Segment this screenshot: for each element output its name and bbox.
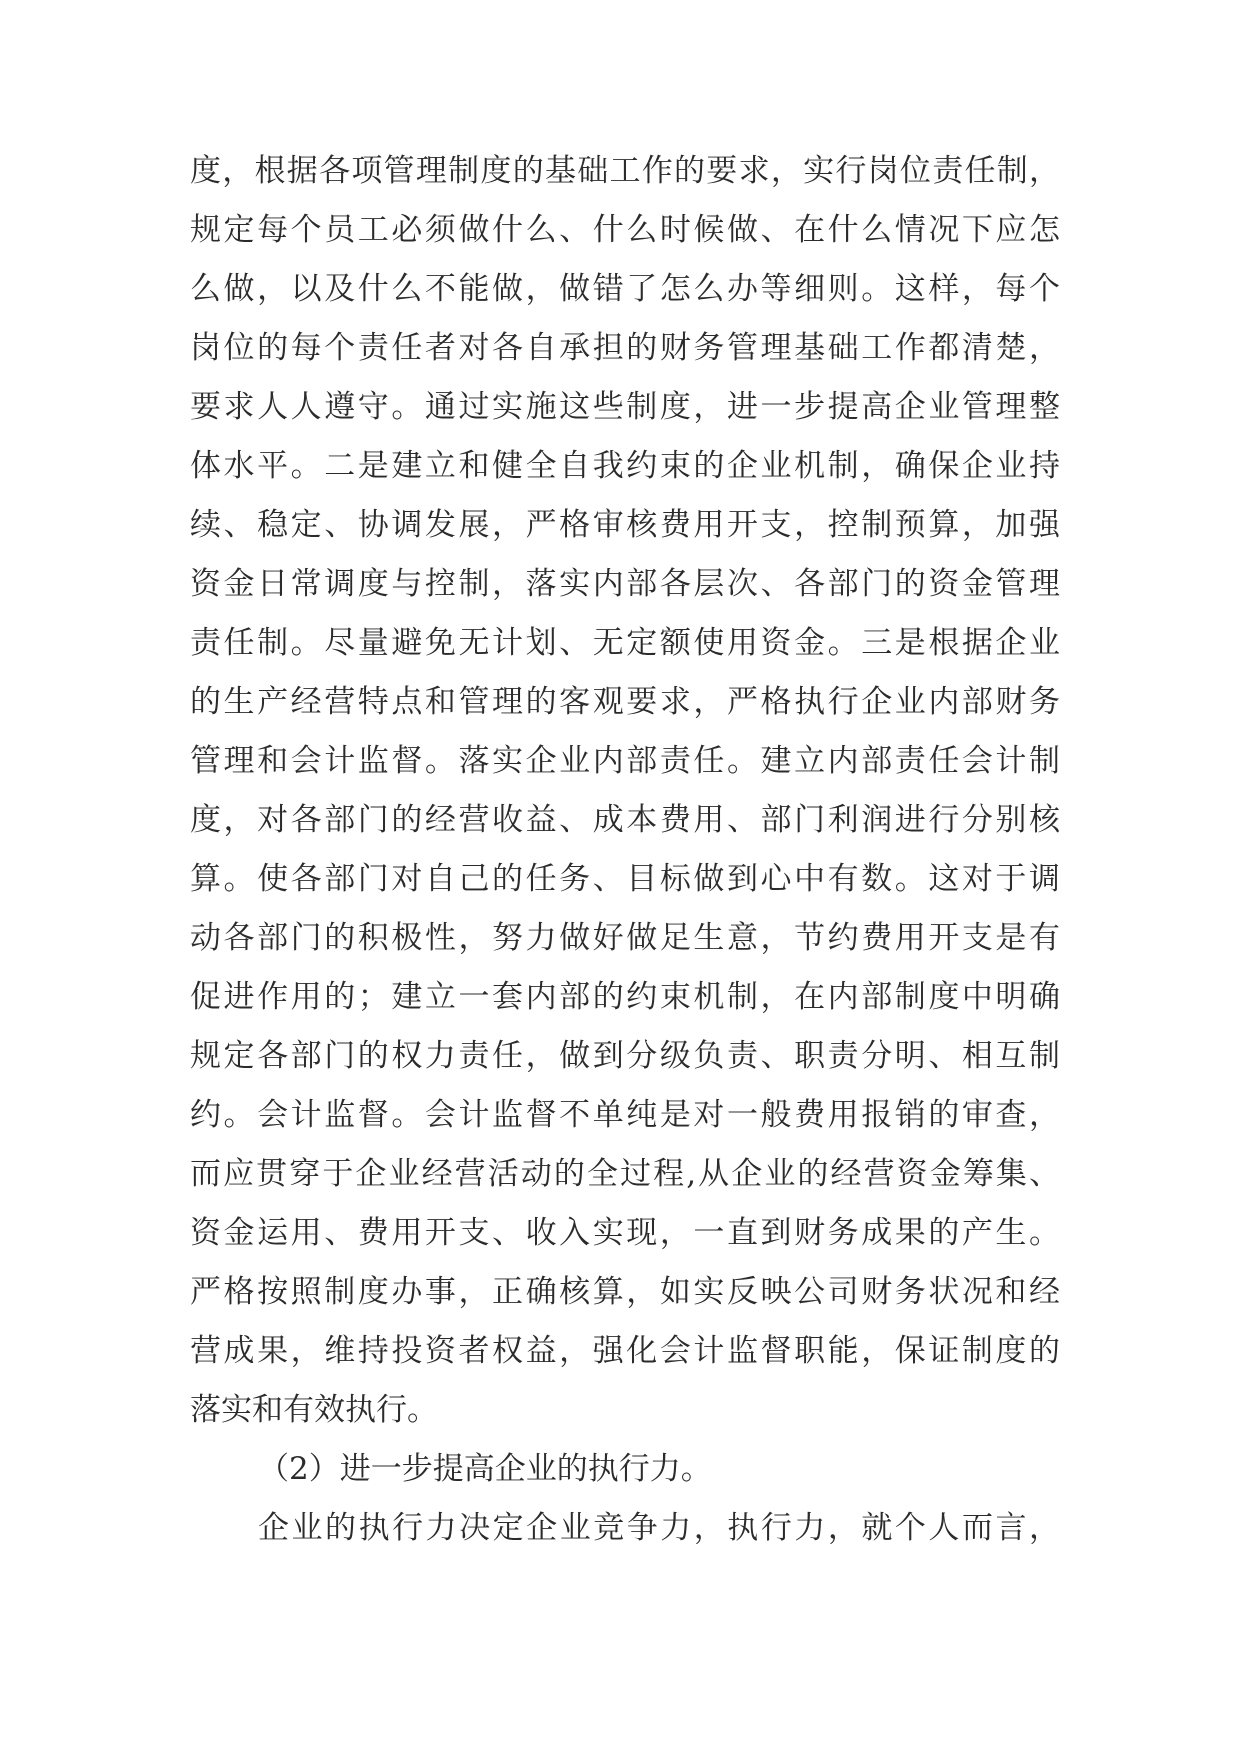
body-text-line: 岗位的每个责任者对各自承担的财务管理基础工作都清楚， [190, 330, 1060, 366]
body-text-line: 资金运用、费用开支、收入实现，一直到财务成果的产生。 [190, 1215, 1060, 1251]
body-text-line: 规定各部门的权力责任，做到分级负责、职责分明、相互制 [190, 1038, 1060, 1074]
body-text-line: 么做，以及什么不能做，做错了怎么办等细则。这样，每个 [190, 271, 1060, 307]
body-text-line: 营成果，维持投资者权益，强化会计监督职能，保证制度的 [190, 1333, 1060, 1369]
body-text-line: 促进作用的；建立一套内部的约束机制，在内部制度中明确 [190, 979, 1060, 1015]
body-text-line: 约。会计监督。会计监督不单纯是对一般费用报销的审查， [190, 1097, 1060, 1133]
body-text-line: 而应贯穿于企业经营活动的全过程,从企业的经营资金筹集、 [190, 1156, 1060, 1192]
paragraph-last-line: 落实和有效执行。 [190, 1392, 438, 1428]
body-text-line: 的生产经营特点和管理的客观要求，严格执行企业内部财务 [190, 684, 1060, 720]
section-heading: （2）进一步提高企业的执行力。 [258, 1451, 712, 1487]
body-text-line: 资金日常调度与控制，落实内部各层次、各部门的资金管理 [190, 566, 1060, 602]
body-text-line: 度，根据各项管理制度的基础工作的要求，实行岗位责任制， [190, 153, 1060, 189]
body-text-line: 续、稳定、协调发展，严格审核费用开支，控制预算，加强 [190, 507, 1060, 543]
body-text-line: 规定每个员工必须做什么、什么时候做、在什么情况下应怎 [190, 212, 1060, 248]
body-text-line: 管理和会计监督。落实企业内部责任。建立内部责任会计制 [190, 743, 1060, 779]
body-text-line: 严格按照制度办事，正确核算，如实反映公司财务状况和经 [190, 1274, 1060, 1310]
paragraph-first-line: 企业的执行力决定企业竞争力，执行力，就个人而言， [258, 1510, 1060, 1546]
document-page [190, 142, 1060, 1558]
body-text-line: 算。使各部门对自己的任务、目标做到心中有数。这对于调 [190, 861, 1060, 897]
body-text-line: 度，对各部门的经营收益、成本费用、部门利润进行分别核 [190, 802, 1060, 838]
body-text-line: 要求人人遵守。通过实施这些制度，进一步提高企业管理整 [190, 389, 1060, 425]
body-text-line: 动各部门的积极性，努力做好做足生意，节约费用开支是有 [190, 920, 1060, 956]
body-text-line: 责任制。尽量避免无计划、无定额使用资金。三是根据企业 [190, 625, 1060, 661]
body-text-line: 体水平。二是建立和健全自我约束的企业机制，确保企业持 [190, 448, 1060, 484]
